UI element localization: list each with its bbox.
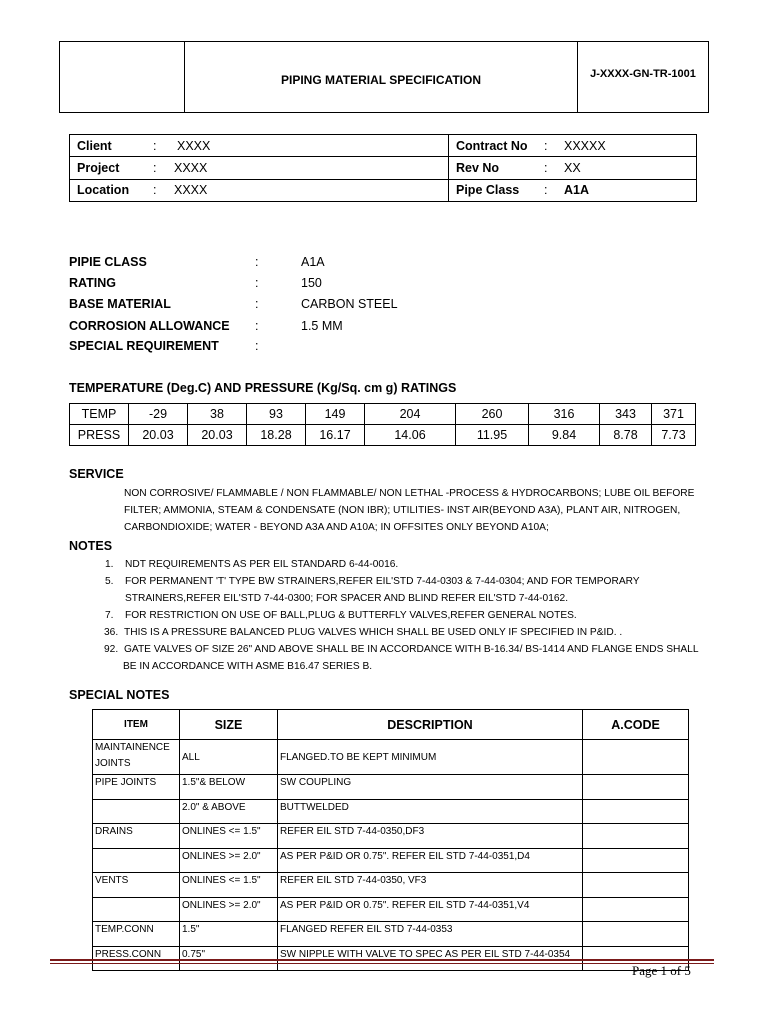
page-number: Page 1 of 5: [632, 963, 691, 978]
rev-value: XX: [564, 160, 581, 175]
ratings-table: [69, 403, 696, 446]
table-row: TEMP.CONN 1.5" FLANGED REFER EIL STD 7-44-0353: [93, 922, 689, 947]
press-label: PRESS: [70, 425, 129, 446]
contract-cell: Contract No : XXXXX: [449, 135, 697, 157]
service-title: SERVICE: [69, 467, 124, 481]
temp-row: TEMP -29 38 93 149 204 260 316 343 371: [70, 404, 696, 425]
location-cell: Location : XXXX: [70, 179, 449, 201]
table-header-row: ITEM SIZE DESCRIPTION A.CODE: [93, 710, 689, 740]
note-item: 7. FOR RESTRICTION ON USE OF BALL,PLUG & BUTTERFLY VALVES,REFER GENERAL NOTES.: [105, 610, 577, 621]
table-row: VENTS ONLINES <= 1.5" REFER EIL STD 7-44-0350, VF3: [93, 873, 689, 898]
pipeclass-cell: Pipe Class : A1A: [449, 179, 697, 201]
table-row: DRAINS ONLINES <= 1.5" REFER EIL STD 7-44-0350,DF3: [93, 824, 689, 849]
note-item: 1. NDT REQUIREMENTS AS PER EIL STANDARD 6-44-0016.: [105, 559, 399, 570]
note-item: 5. FOR PERMANENT 'T' TYPE BW STRAINERS,REFER EIL'STD 7-44-0303 & 7-44-0304; AND FOR TEMPORARY: [105, 576, 640, 587]
client-value: XXXX: [177, 138, 211, 153]
client-cell: Client : XXXX: [70, 135, 449, 157]
prop-row: RATING : 150: [69, 276, 322, 290]
special-notes-title: SPECIAL NOTES: [69, 688, 170, 702]
prop-row: BASE MATERIAL : CARBON STEEL: [69, 297, 398, 311]
project-value: XXXX: [174, 160, 208, 175]
footer-rule: [50, 959, 714, 961]
prop-row: PIPIE CLASS : A1A: [69, 255, 325, 269]
note-item: 36. THIS IS A PRESSURE BALANCED PLUG VALVES WHICH SHALL BE USED ONLY IF SPECIFIED IN P&ID. .: [104, 627, 623, 638]
document-header: [59, 41, 709, 113]
table-row: PRESS.CONN 0.75" SW NIPPLE WITH VALVE TO SPEC AS PER EIL STD 7-44-0354: [93, 946, 689, 971]
footer-rule: [50, 963, 714, 964]
logo-cell: [60, 42, 185, 113]
contract-value: XXXXX: [564, 138, 606, 153]
rev-cell: Rev No : XX: [449, 157, 697, 179]
project-cell: Project : XXXX: [70, 157, 449, 179]
ratings-title: TEMPERATURE (Deg.C) AND PRESSURE (Kg/Sq. cm g) RATINGS: [69, 381, 457, 395]
location-value: XXXX: [174, 183, 208, 198]
prop-row: SPECIAL REQUIREMENT :: [69, 339, 259, 353]
special-notes-table: [92, 709, 689, 971]
prop-row: CORROSION ALLOWANCE : 1.5 MM: [69, 319, 343, 333]
notes-list: 1. NDT REQUIREMENTS AS PER EIL STANDARD 6-44-0016. 5. FOR PERMANENT 'T' TYPE BW STRAINERS,REFER EIL'STD 7-44-0303 & 7-44-0304; AND FOR TEMPORARY STRAINERS,REFER EIL'STD 7-44-0300; FOR SPACER AND BLIND REFER EIL'STD 7-44-0162. 7. FOR RESTRICTION ON USE OF BALL,PLUG & BUTTERFLY VALVES,REFER GENERAL NOTES. 36. THIS IS A PRESSURE BALANCED PLUG VALVES WHICH SHALL BE USED ONLY IF SPECIFIED IN P&ID. . 92. GATE VALVES OF SIZE 26" AND ABOVE SHALL BE IN ACCORDANCE WITH B-16.34/ BS-1414 AND FLANGE ENDS SHALL BE IN ACCORDANCE WITH ASME B16.47 SERIES B.: [0, 556, 768, 675]
table-row: 2.0" & ABOVE BUTTWELDED: [93, 799, 689, 824]
note-item: 92. GATE VALVES OF SIZE 26" AND ABOVE SHALL BE IN ACCORDANCE WITH B-16.34/ BS-1414 AND FLANGE ENDS SHALL: [104, 644, 699, 655]
notes-title: NOTES: [69, 539, 113, 553]
pipeclass-value: A1A: [564, 183, 590, 198]
document-number: J-XXXX-GN-TR-1001: [578, 42, 709, 113]
table-row: ONLINES >= 2.0" AS PER P&ID OR 0.75". REFER EIL STD 7-44-0351,V4: [93, 897, 689, 922]
document-title: PIPING MATERIAL SPECIFICATION: [185, 42, 578, 113]
table-row: MAINTAINENCE JOINTS ALL FLANGED.TO BE KEPT MINIMUM: [93, 740, 689, 775]
service-text: NON CORROSIVE/ FLAMMABLE / NON FLAMMABLE/ NON LETHAL -PROCESS & HYDROCARBONS; LUBE OIL BEFORE FILTER; AMMONIA, STEAM & CONDENSATE (NON IBR); UTILITIES- INST AIR(BEYOND A3A), PLANT AIR, NITROGEN, CARBONDIOXIDE; WATER - BEYOND A3A AND A10A; IN OFFSITES ONLY BEYOND A10A;: [124, 488, 695, 533]
table-row: ONLINES >= 2.0" AS PER P&ID OR 0.75". REFER EIL STD 7-44-0351,D4: [93, 848, 689, 873]
press-row: PRESS 20.03 20.03 18.28 16.17 14.06 11.95 9.84 8.78 7.73: [70, 425, 696, 446]
temp-label: TEMP: [70, 404, 129, 425]
table-row: PIPE JOINTS 1.5"& BELOW SW COUPLING: [93, 775, 689, 800]
project-info-table: [69, 134, 697, 202]
